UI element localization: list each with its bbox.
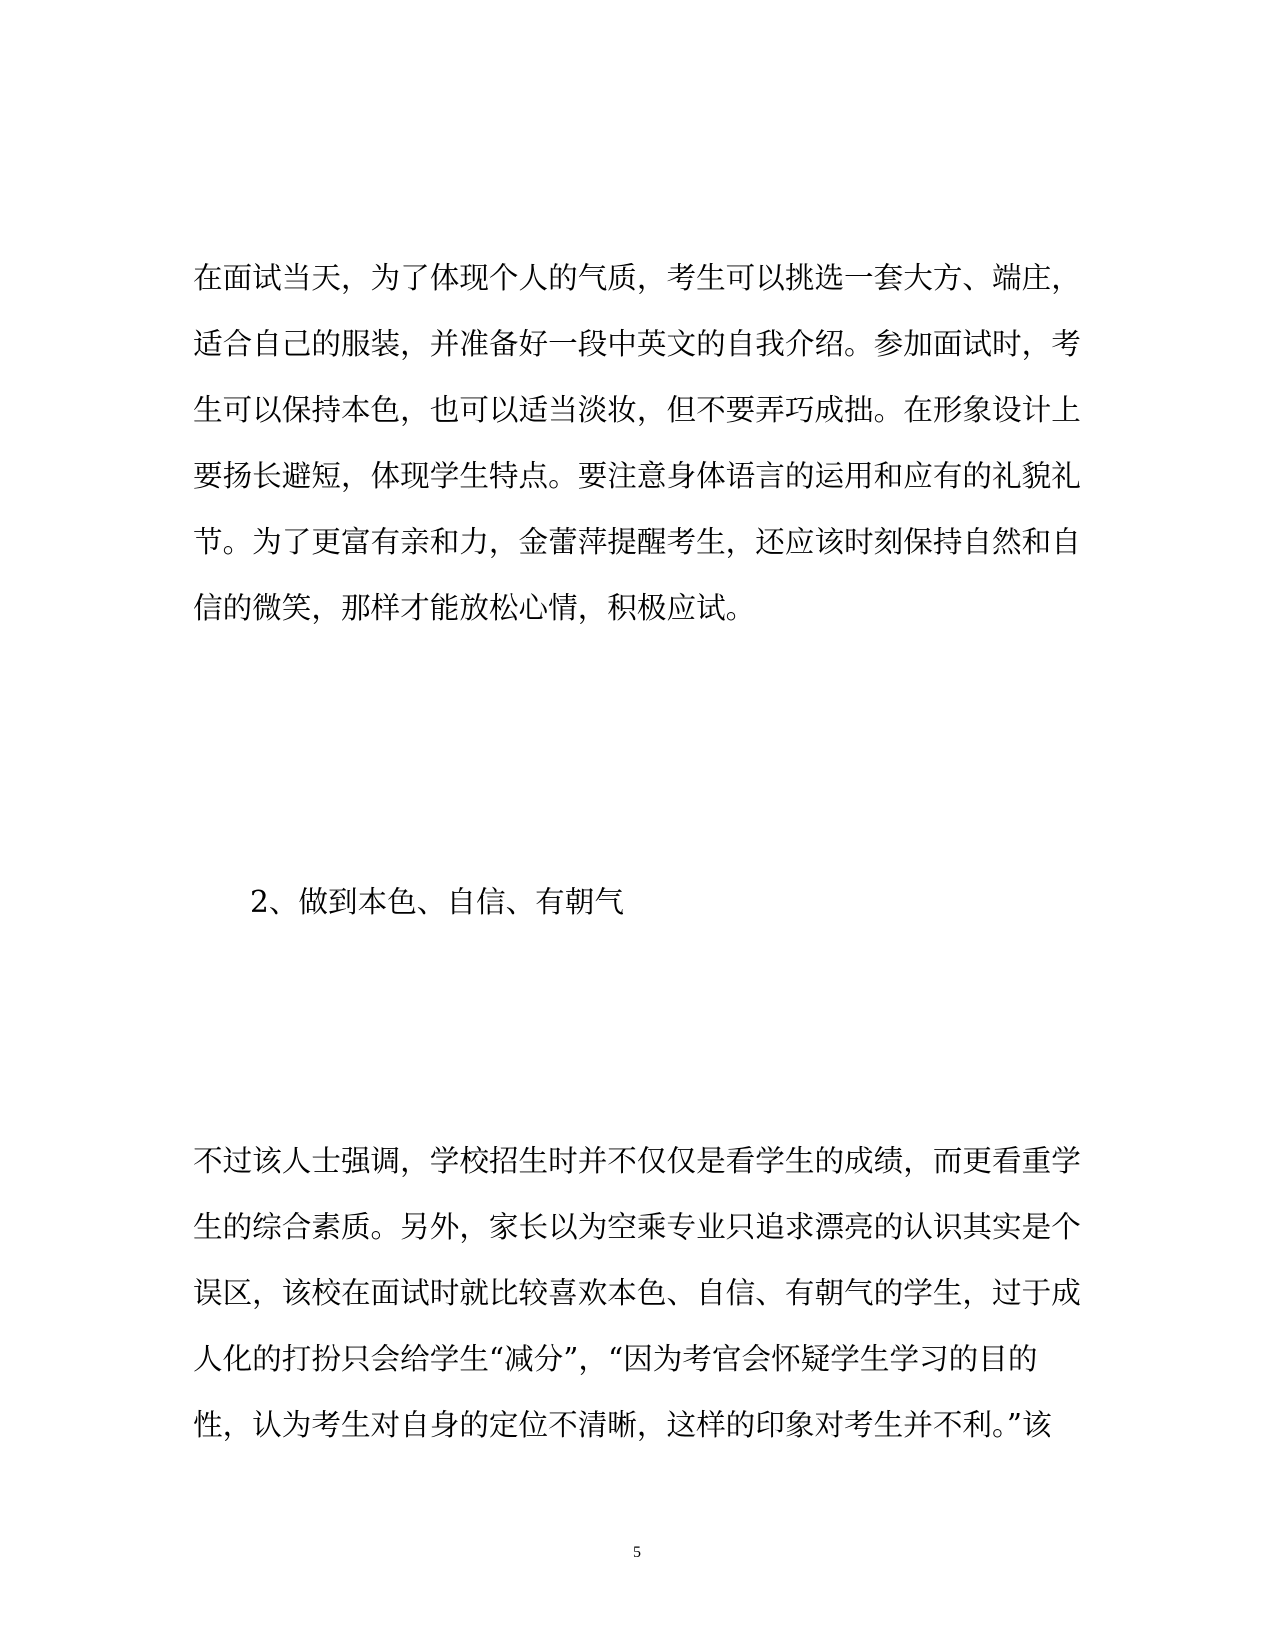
paragraph-line: 适合自己的服装，并准备好一段中英文的自我介绍。参加面试时，考 bbox=[193, 327, 1081, 361]
paragraph-line: 不过该人士强调，学校招生时并不仅仅是看学生的成绩，而更看重学 bbox=[193, 1144, 1081, 1178]
paragraph-admissions-criteria bbox=[193, 1128, 1081, 1458]
paragraph-interview-appearance bbox=[193, 245, 1081, 641]
paragraph-line: 节。为了更富有亲和力，金蕾萍提醒考生，还应该时刻保持自然和自 bbox=[193, 525, 1081, 559]
paragraph-line: 信的微笑，那样才能放松心情，积极应试。 bbox=[193, 591, 756, 625]
page-number: 5 bbox=[633, 1544, 641, 1561]
paragraph-line: 人化的打扮只会给学生“减分”，“因为考官会怀疑学生学习的目的 bbox=[193, 1342, 1038, 1376]
section-heading bbox=[250, 869, 850, 935]
paragraph-line: 生可以保持本色，也可以适当淡妆，但不要弄巧成拙。在形象设计上 bbox=[193, 393, 1081, 427]
paragraph-line: 在面试当天，为了体现个人的气质，考生可以挑选一套大方、端庄， bbox=[193, 261, 1081, 295]
paragraph-line: 要扬长避短，体现学生特点。要注意身体语言的运用和应有的礼貌礼 bbox=[193, 459, 1081, 493]
paragraph-line: 性，认为考生对自身的定位不清晰，这样的印象对考生并不利。”该 bbox=[193, 1408, 1052, 1442]
paragraph-line: 生的综合素质。另外，家长以为空乘专业只追求漂亮的认识其实是个 bbox=[193, 1210, 1081, 1244]
section-heading-text: 2、做到本色、自信、有朝气 bbox=[250, 885, 624, 919]
paragraph-line: 误区，该校在面试时就比较喜欢本色、自信、有朝气的学生，过于成 bbox=[193, 1276, 1081, 1310]
